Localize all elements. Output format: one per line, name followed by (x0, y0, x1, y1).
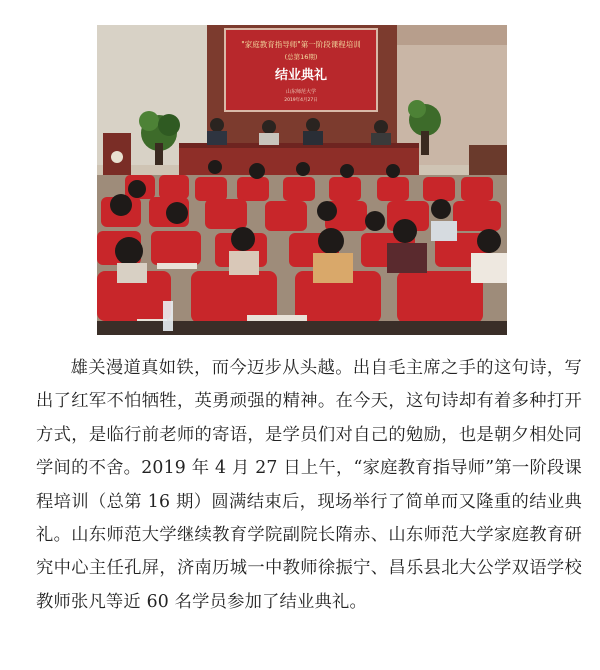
banner-title: "家庭教育指导师"第一阶段课程培训 (241, 40, 361, 49)
banner-subtitle: (总第16期) (284, 53, 318, 61)
article-paragraph: 雄关漫道真如铁，而今迈步从头越。出自毛主席之手的这句诗，写出了红军不怕牺牲，英勇顽强的精神。在今天，这句诗却有着多种打开方式，是临行前老师的寄语，是学员们对自己的勉励，也是朝夕相处同学间的不舍。2019 年 4 月 27 日上午，“家庭教育指导师”第一阶段课程培训（总第 16 期）圆满结束后，现场举行了简单而又隆重的结业典礼。山东师范大学继续教育学院副院长隋赤、山东师范大学家庭教育研究中心主任孔屏，济南历城一中教师徐振宁、昌乐县北大公学双语学校教师张凡等近 60 名学员参加了结业典礼。 (36, 358, 582, 612)
banner-org: 山东师范大学 (285, 89, 317, 95)
banner-date: 2019年4月27日 (284, 98, 318, 103)
banner-main: 结业典礼 (274, 68, 328, 83)
ceremony-photo (97, 25, 507, 335)
